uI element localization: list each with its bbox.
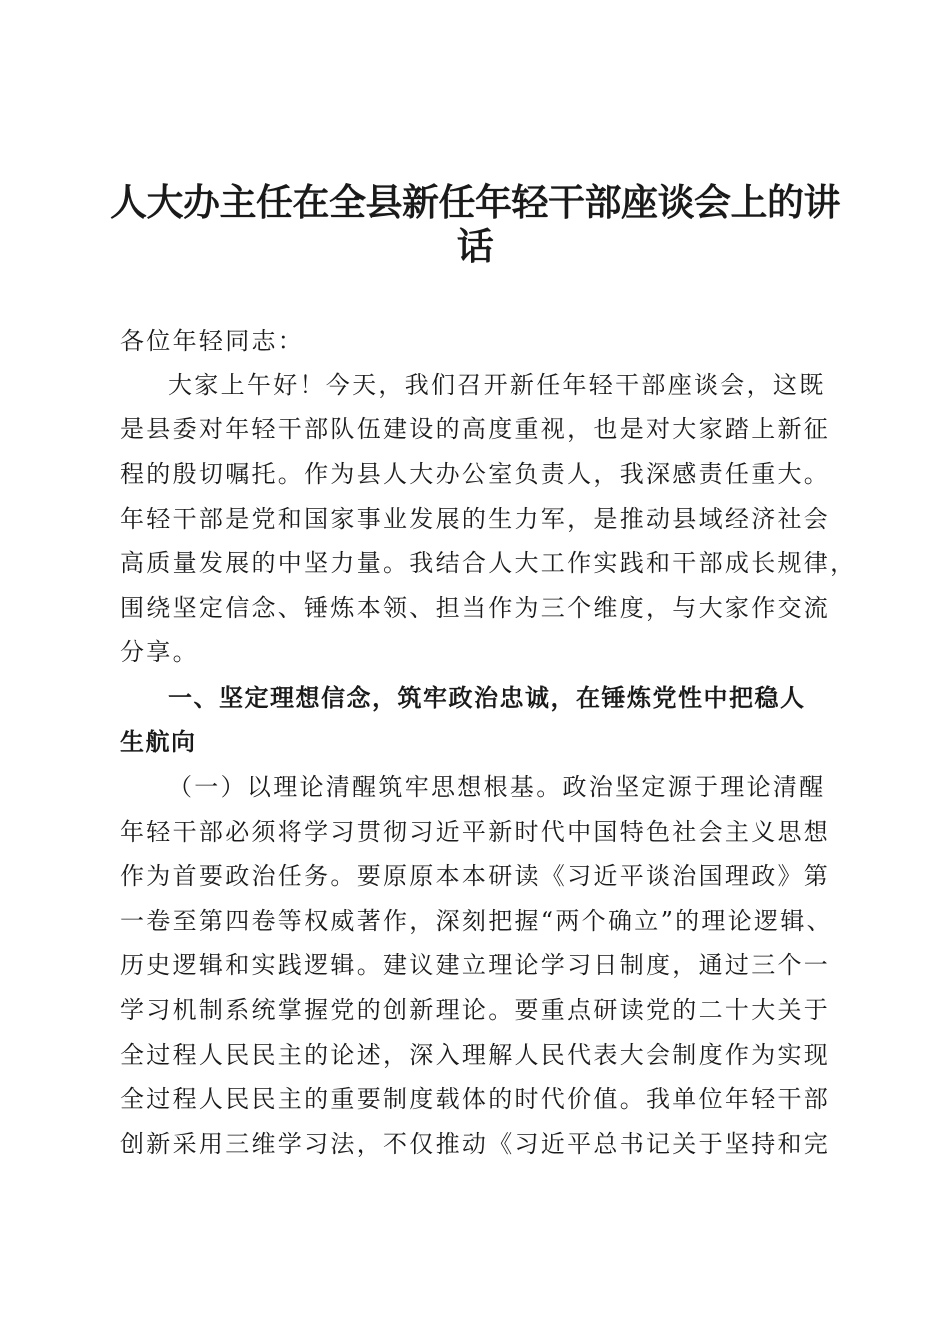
paragraph-line: 围绕坚定信念、锤炼本领、担当作为三个维度，与大家作交流 <box>120 594 831 622</box>
paragraph-line: 年轻干部是党和国家事业发展的生力军，是推动县域经济社会 <box>120 505 831 533</box>
paragraph-line: 大家上午好！今天，我们召开新任年轻干部座谈会，这既 <box>168 371 826 399</box>
section-line: 历史逻辑和实践逻辑。建议建立理论学习日制度，通过三个一 <box>120 951 831 979</box>
paragraph-line: 程的殷切嘱托。作为县人大办公室负责人，我深感责任重大。 <box>120 460 831 488</box>
document-title-line-2: 话 <box>456 225 494 268</box>
document-title-line-1: 人大办主任在全县新任年轻干部座谈会上的讲 <box>110 181 840 224</box>
section-line: 作为首要政治任务。要原原本本研读《习近平谈治国理政》第 <box>120 862 831 890</box>
paragraph-line: 分享。 <box>120 638 199 666</box>
paragraph-line: 是县委对年轻干部队伍建设的高度重视，也是对大家踏上新征 <box>120 415 831 443</box>
section-line: 全过程人民民主的重要制度载体的时代价值。我单位年轻干部 <box>120 1085 831 1113</box>
section-line: 创新采用三维学习法，不仅推动《习近平总书记关于坚持和完 <box>120 1130 831 1158</box>
section-line: 一卷至第四卷等权威著作，深刻把握“两个确立”的理论逻辑、 <box>120 907 833 935</box>
section-line: 学习机制系统掌握党的创新理论。要重点研读党的二十大关于 <box>120 996 831 1024</box>
section-heading-line-1: 一、坚定理想信念，筑牢政治忠诚，在锤炼党性中把稳人 <box>168 684 806 712</box>
salutation: 各位年轻同志： <box>120 327 305 355</box>
section-heading-line-2: 生航向 <box>120 728 197 756</box>
section-line: 全过程人民民主的论述，深入理解人民代表大会制度作为实现 <box>120 1041 831 1069</box>
paragraph-line: 高质量发展的中坚力量。我结合人大工作实践和干部成长规律， <box>120 549 857 577</box>
section-line: （一）以理论清醒筑牢思想根基。政治坚定源于理论清醒 <box>168 773 826 801</box>
section-line: 年轻干部必须将学习贯彻习近平新时代中国特色社会主义思想 <box>120 818 831 846</box>
